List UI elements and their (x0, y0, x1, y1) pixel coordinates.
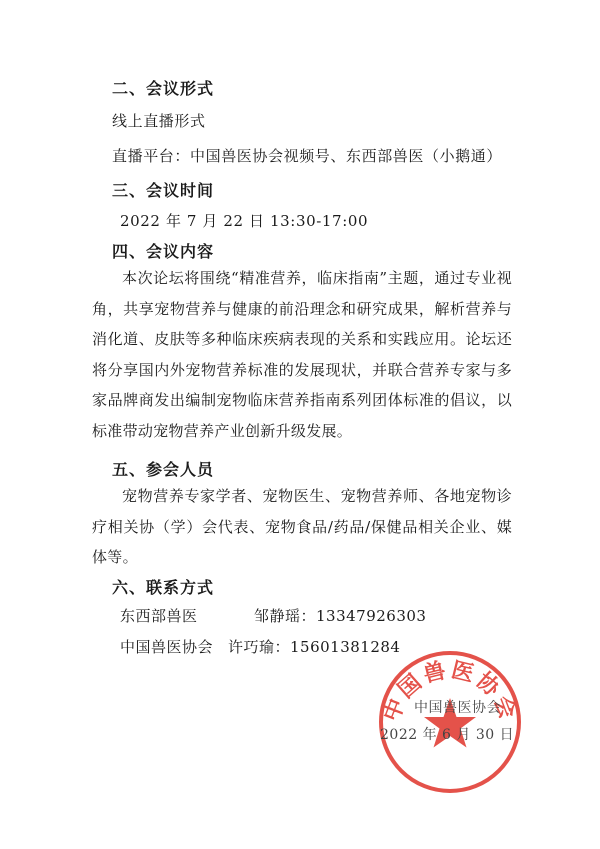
signature-date: 2022 年 6 月 30 日 (380, 727, 515, 743)
contact-org-2: 中国兽医协会 (120, 638, 214, 656)
section-heading-participants: 五、参会人员 (112, 460, 215, 479)
contact-person-1: 邹静瑶：13347926303 (254, 607, 427, 625)
format-line-1: 线上直播形式 (112, 112, 206, 130)
contact-org-1: 东西部兽医 (120, 607, 198, 625)
participants-paragraph: 宠物营养专家学者、宠物医生、宠物营养师、各地宠物诊疗相关协（学）会代表、宠物食品/药品/保健品相关企业、媒体等。 (92, 487, 512, 566)
contact-person-2: 许巧瑜：15601381284 (228, 638, 401, 656)
format-line-2: 直播平台：中国兽医协会视频号、东西部兽医（小鹅通） (112, 147, 503, 165)
content-paragraph: 本次论坛将围绕“精准营养，临床指南”主题，通过专业视角，共享宠物营养与健康的前沿理念和研究成果，解析营养与消化道、皮肤等多种临床疾病表现的关系和实践应用。论坛还将分享国内外宠物营养标准的发展现状，并联合营养专家与多家品牌商发出编制宠物临床营养指南系列团体标准的倡议，以标准带动宠物营养产业创新升级发展。 (92, 269, 512, 440)
time-value: 2022 年 7 月 22 日 13:30-17:00 (120, 212, 369, 230)
section-heading-content: 四、会议内容 (112, 242, 215, 261)
section-heading-time: 三、会议时间 (112, 181, 215, 200)
signature-org: 中国兽医协会 (414, 700, 501, 716)
section-heading-contact: 六、联系方式 (112, 578, 215, 597)
seal-text: 中国兽医协会 (379, 657, 521, 725)
section-heading-format: 二、会议形式 (112, 79, 215, 98)
official-seal (376, 648, 524, 796)
